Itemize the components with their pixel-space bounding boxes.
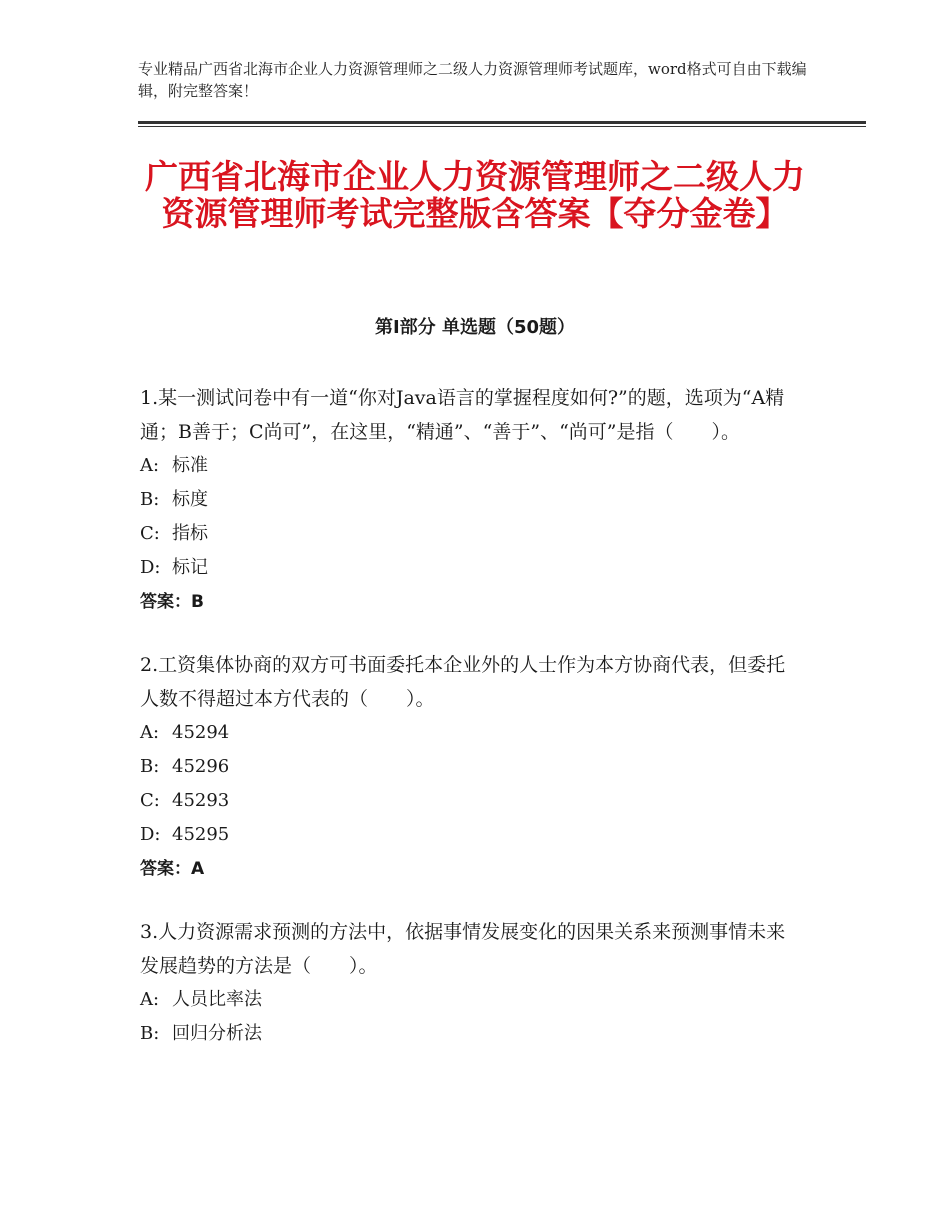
answer-line: 答案：A bbox=[140, 859, 205, 879]
option-letter: B: bbox=[140, 756, 160, 777]
option-text: 标度 bbox=[172, 489, 208, 510]
option-b bbox=[140, 1017, 790, 1051]
option-text: 回归分析法 bbox=[172, 1023, 262, 1044]
document-title: 广西省北海市企业人力资源管理师之二级人力资源管理师考试完整版含答案【夺分金卷】 bbox=[145, 157, 805, 233]
option-letter: C: bbox=[140, 523, 160, 544]
option-letter: A: bbox=[140, 722, 160, 743]
option-d bbox=[140, 551, 790, 585]
question-1 bbox=[140, 381, 790, 619]
question-2 bbox=[140, 648, 790, 886]
option-text: 指标 bbox=[172, 523, 208, 544]
option-text: 标准 bbox=[172, 455, 208, 476]
option-letter: A: bbox=[140, 989, 160, 1010]
option-letter: D: bbox=[140, 557, 161, 578]
option-d bbox=[140, 818, 790, 852]
option-text: 45294 bbox=[172, 722, 230, 743]
option-text: 人员比率法 bbox=[172, 989, 262, 1010]
option-text: 45293 bbox=[172, 790, 230, 811]
option-letter: B: bbox=[140, 1023, 160, 1044]
answer-line: 答案：B bbox=[140, 592, 204, 612]
option-text: 45295 bbox=[172, 824, 230, 845]
option-b bbox=[140, 750, 790, 784]
option-text: 45296 bbox=[172, 756, 230, 777]
option-c bbox=[140, 517, 790, 551]
header-note: 专业精品广西省北海市企业人力资源管理师之二级人力资源管理师考试题库，word格式可自由下载编辑，附完整答案！ bbox=[138, 60, 807, 100]
question-text: 2.工资集体协商的双方可书面委托本企业外的人士作为本方协商代表，但委托人数不得超过本方代表的（ ）。 bbox=[140, 654, 786, 710]
section-heading: 第Ⅰ部分 单选题（50题） bbox=[374, 317, 575, 338]
question-3 bbox=[140, 915, 790, 1051]
option-b bbox=[140, 483, 790, 517]
option-a bbox=[140, 716, 790, 750]
question-text: 1.某一测试问卷中有一道“你对Java语言的掌握程度如何?”的题，选项为“A精通；B善于；C尚可”，在这里，“精通”、“善于”、“尚可”是指（ ）。 bbox=[140, 387, 785, 443]
option-a bbox=[140, 983, 790, 1017]
option-letter: A: bbox=[140, 455, 160, 476]
option-letter: D: bbox=[140, 824, 161, 845]
question-list bbox=[140, 381, 790, 1080]
question-text: 3.人力资源需求预测的方法中，依据事情发展变化的因果关系来预测事情未来发展趋势的方法是（ ）。 bbox=[140, 921, 786, 977]
header-divider bbox=[138, 121, 866, 127]
option-letter: C: bbox=[140, 790, 160, 811]
option-a bbox=[140, 449, 790, 483]
option-c bbox=[140, 784, 790, 818]
option-letter: B: bbox=[140, 489, 160, 510]
option-text: 标记 bbox=[172, 557, 208, 578]
